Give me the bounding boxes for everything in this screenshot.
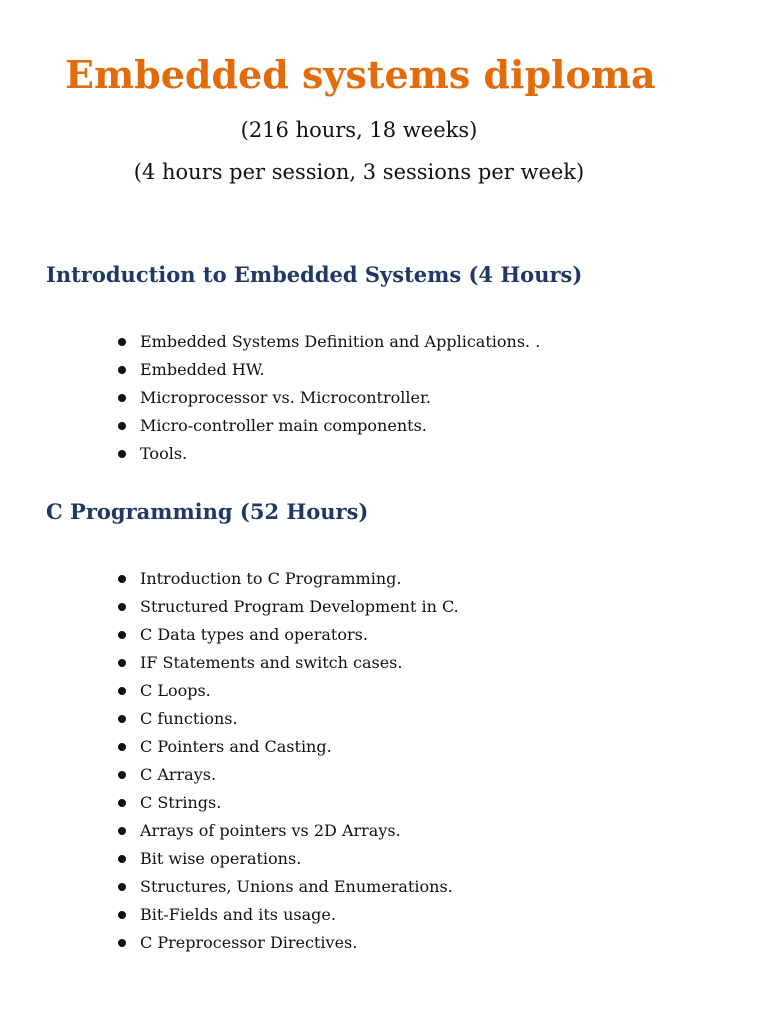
duration-subtitle: (216 hours, 18 weeks) — [240, 118, 478, 142]
list-item-text: Bit-Fields and its usage. — [140, 905, 336, 924]
bullet-icon — [118, 687, 126, 695]
schedule-subtitle: (4 hours per session, 3 sessions per week) — [133, 160, 585, 184]
list-item-text: Micro-controller main components. — [140, 416, 427, 435]
list-item-text: Embedded HW. — [140, 360, 265, 379]
list-item-text: Bit wise operations. — [140, 849, 302, 868]
list-item-text: C Strings. — [140, 793, 222, 812]
section-heading-intro: Introduction to Embedded Systems (4 Hours) — [46, 262, 583, 287]
list-item-text: C Preprocessor Directives. — [140, 933, 358, 952]
list-item-text: C Pointers and Casting. — [140, 737, 332, 756]
bullet-icon — [118, 659, 126, 667]
bullet-icon — [118, 631, 126, 639]
bullet-icon — [118, 911, 126, 919]
bullet-icon — [118, 715, 126, 723]
list-item-text: Arrays of pointers vs 2D Arrays. — [140, 821, 401, 840]
bullet-icon — [118, 450, 126, 458]
list-item-text: Introduction to C Programming. — [140, 569, 402, 588]
list-item-text: C functions. — [140, 709, 238, 728]
section-heading-c-programming: C Programming (52 Hours) — [46, 499, 369, 524]
bullet-icon — [118, 939, 126, 947]
list-item-text: C Data types and operators. — [140, 625, 368, 644]
list-item-text: IF Statements and switch cases. — [140, 653, 403, 672]
bullet-icon — [118, 422, 126, 430]
list-item-text: C Loops. — [140, 681, 211, 700]
list-item-text: Microprocessor vs. Microcontroller. — [140, 388, 431, 407]
bullet-icon — [118, 883, 126, 891]
bullet-icon — [118, 366, 126, 374]
list-item-text: Structured Program Development in C. — [140, 597, 459, 616]
list-item-text: C Arrays. — [140, 765, 217, 784]
bullet-icon — [118, 394, 126, 402]
bullet-icon — [118, 799, 126, 807]
list-item-text: Structures, Unions and Enumerations. — [140, 877, 453, 896]
bullet-icon — [118, 855, 126, 863]
list-item-text: Tools. — [140, 444, 188, 463]
bullet-icon — [118, 771, 126, 779]
bullet-icon — [118, 603, 126, 611]
list-item-text: Embedded Systems Definition and Applications. . — [140, 332, 541, 351]
bullet-icon — [118, 827, 126, 835]
bullet-icon — [118, 743, 126, 751]
bullet-icon — [118, 575, 126, 583]
document-title: Embedded systems diploma — [65, 52, 656, 97]
bullet-icon — [118, 338, 126, 346]
